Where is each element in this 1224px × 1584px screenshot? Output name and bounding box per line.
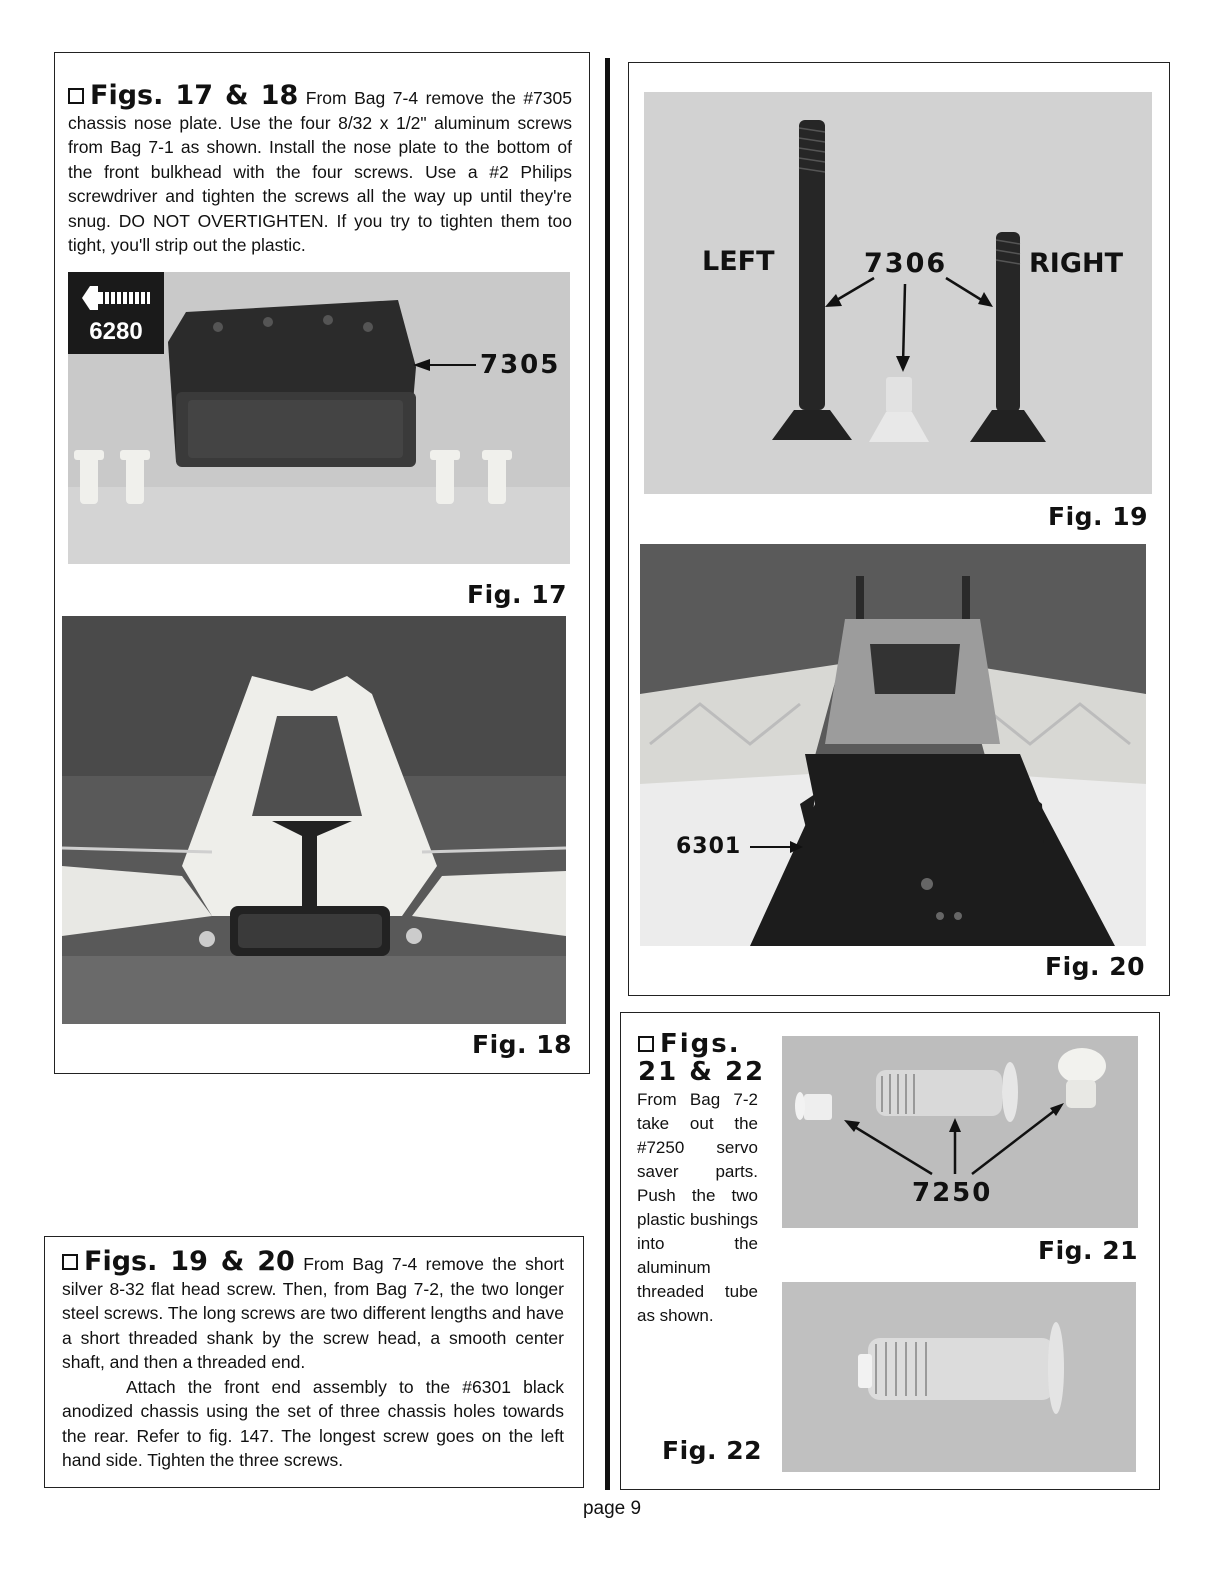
fig-21-label: Fig. 21 [1038,1236,1139,1265]
label-left: LEFT [702,246,775,277]
fig-18-photo [62,616,566,1024]
fig-22-label: Fig. 22 [662,1436,763,1465]
fig-17-photo [68,272,570,564]
fig-21-photo [782,1036,1138,1228]
figs-21-22-text: From Bag 7-2 take out the #7250 servo saver parts. Push the two plastic bushings into the aluminum threaded tube as shown. [637,1090,758,1325]
checkbox-icon[interactable] [68,88,84,104]
fig-22-photo [782,1282,1136,1472]
figs-21-22-heading-line-1: Figs. [660,1029,741,1059]
front-bulkhead-illustration [62,616,566,1024]
fig-20-photo [640,544,1146,946]
assembled-servo-saver-illustration [782,1282,1136,1472]
figs-17-18-body: chassis nose plate. Use the four 8/32 x 1/2" aluminum screws from Bag 7-1 as shown. Install the nose plate to the bottom of the front bulkhead with the four screws. Use a #2 Philips screwdriver and tighten the screws all the way up until they're snug. DO NOT OVERTIGHTEN. If you try to tighten them too tight, you'll strip out the plastic. [68,112,572,255]
part-callout-7250: 7250 [912,1178,993,1208]
part-badge-number: 6280 [89,318,143,345]
page-number: page 9 [582,1498,642,1519]
part-callout-7306: 7306 [864,248,948,279]
screw-icon [68,278,164,318]
figs-19-20-lead: From Bag 7-4 remove the short [303,1254,564,1274]
screws-7306-illustration [644,92,1152,494]
fig-17-label: Fig. 17 [467,580,568,609]
checkbox-icon[interactable] [638,1036,654,1052]
fig-19-label: Fig. 19 [1048,502,1149,531]
fig-20-label: Fig. 20 [1045,952,1146,981]
part-callout-7305: 7305 [480,350,561,380]
column-divider [605,58,610,1490]
figs-19-20-heading: Figs. 19 & 20 [84,1246,295,1277]
figs-17-18-text [68,80,572,258]
fig-19-photo [644,92,1152,494]
figs-21-22-heading [638,1030,765,1086]
chassis-6301-illustration [640,544,1146,946]
figs-19-20-body-1: silver 8-32 flat head screw. Then, from Bag 7-2, the two longer steel screws. The long screws are two different lengths and have a short threaded shank by the screw head, a smooth center shaft, and then a threaded end. [62,1278,564,1372]
figs-17-18-lead: From Bag 7-4 remove the #7305 [305,88,572,108]
figs-21-22-heading-line-2: 21 & 22 [638,1057,766,1087]
label-right: RIGHT [1029,248,1124,279]
fig-18-label: Fig. 18 [472,1030,573,1059]
figs-19-20-text [62,1246,564,1473]
checkbox-icon[interactable] [62,1254,78,1270]
part-badge [68,272,164,354]
figs-17-18-heading: Figs. 17 & 18 [90,80,299,111]
figs-19-20-body-2: Attach the front end assembly to the #6301 black anodized chassis using the set of three chassis holes towards the rear. Refer to fig. 147. The longest screw goes on the left hand side. Tighten the three screws. [62,1376,564,1470]
part-callout-6301: 6301 [676,834,742,859]
